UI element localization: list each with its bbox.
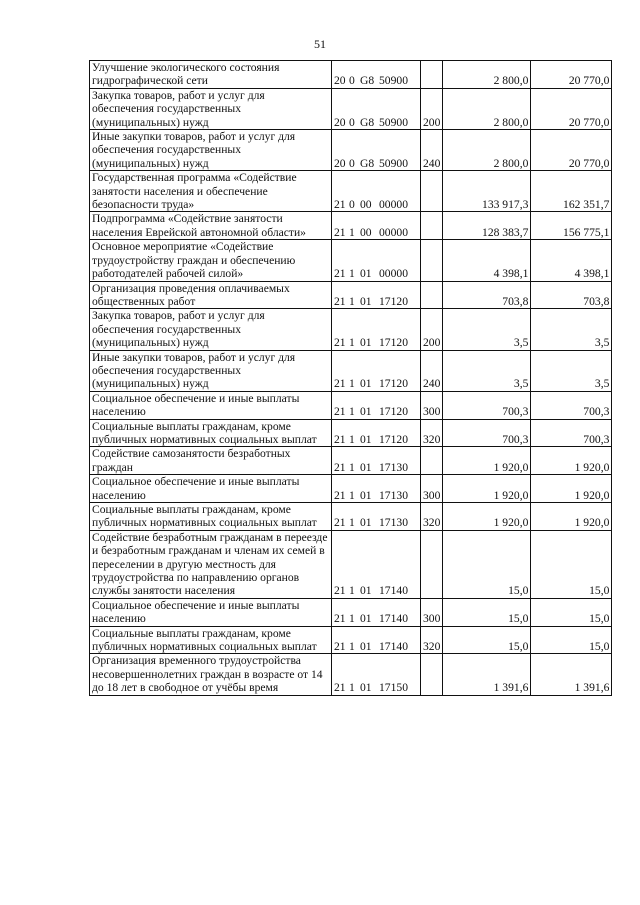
row-amount-1: 15,0	[443, 626, 531, 654]
row-amount-2: 15,0	[531, 598, 612, 626]
code-part: 0	[349, 198, 355, 212]
budget-table-body	[90, 61, 612, 696]
row-code	[332, 130, 421, 171]
row-name: Улучшение экологического состояния гидрографической сети	[90, 61, 332, 89]
row-name: Организация временного трудоустройства несовершеннолетних граждан в возрасте от 14 до 18 лет в свободное от учёбы время	[90, 654, 332, 695]
table-row	[90, 350, 612, 391]
row-name: Закупка товаров, работ и услуг для обеспечения государственных (муниципальных) нужд	[90, 88, 332, 129]
code-part: 17140	[379, 584, 408, 598]
code-part: 1	[349, 294, 355, 308]
row-code	[332, 598, 421, 626]
code-part: 1	[349, 377, 355, 391]
code-part: 00000	[379, 267, 408, 281]
row-amount-1: 15,0	[443, 598, 531, 626]
row-amount-1: 1 920,0	[443, 475, 531, 503]
row-name: Социальные выплаты гражданам, кроме публичных нормативных социальных выплат	[90, 503, 332, 531]
row-code	[332, 654, 421, 695]
row-amount-2: 20 770,0	[531, 61, 612, 89]
row-expense-type	[421, 447, 443, 475]
code-part: 01	[360, 432, 372, 446]
code-part: 17120	[379, 432, 408, 446]
row-code	[332, 503, 421, 531]
code-part: 1	[349, 460, 355, 474]
table-row	[90, 130, 612, 171]
row-name: Социальные выплаты гражданам, кроме публичных нормативных социальных выплат	[90, 626, 332, 654]
row-name: Основное мероприятие «Содействие трудоустройству граждан и обеспечению работодателей рабочей силой»	[90, 240, 332, 281]
code-part: 01	[360, 640, 372, 654]
row-amount-1: 700,3	[443, 419, 531, 447]
code-part: 21	[334, 488, 346, 502]
code-part: 17120	[379, 336, 408, 350]
table-row	[90, 530, 612, 598]
row-code	[332, 530, 421, 598]
row-expense-type: 320	[421, 419, 443, 447]
code-part: 17120	[379, 377, 408, 391]
code-part: 21	[334, 377, 346, 391]
row-name: Содействие безработным гражданам в переезде и безработным гражданам и членам их семей в переселении в другую местность для трудоустройства по направлению органов службы занятости населения	[90, 530, 332, 598]
table-row	[90, 171, 612, 212]
code-part: 1	[349, 584, 355, 598]
row-amount-2: 15,0	[531, 626, 612, 654]
table-row	[90, 503, 612, 531]
row-amount-1: 703,8	[443, 281, 531, 309]
row-amount-2: 156 775,1	[531, 212, 612, 240]
code-part: 21	[334, 267, 346, 281]
row-amount-1: 1 920,0	[443, 447, 531, 475]
row-name: Организация проведения оплачиваемых общественных работ	[90, 281, 332, 309]
code-part: 21	[334, 584, 346, 598]
row-expense-type: 300	[421, 475, 443, 503]
table-row	[90, 61, 612, 89]
code-part: 21	[334, 198, 346, 212]
code-part: 1	[349, 432, 355, 446]
row-amount-1: 2 800,0	[443, 130, 531, 171]
row-expense-type: 240	[421, 130, 443, 171]
code-part: 01	[360, 612, 372, 626]
row-code	[332, 475, 421, 503]
table-row	[90, 419, 612, 447]
row-name: Государственная программа «Содействие занятости населения и обеспечение безопасности труда»	[90, 171, 332, 212]
code-part: 21	[334, 681, 346, 695]
table-row	[90, 212, 612, 240]
row-amount-2: 162 351,7	[531, 171, 612, 212]
code-part: G8	[360, 156, 375, 170]
code-part: 21	[334, 405, 346, 419]
code-part: 17120	[379, 294, 408, 308]
table-row	[90, 447, 612, 475]
code-part: 50900	[379, 74, 408, 88]
row-code	[332, 212, 421, 240]
row-name: Подпрограмма «Содействие занятости населения Еврейской автономной области»	[90, 212, 332, 240]
row-amount-2: 1 920,0	[531, 447, 612, 475]
code-part: 21	[334, 225, 346, 239]
table-row	[90, 391, 612, 419]
row-amount-2: 3,5	[531, 350, 612, 391]
table-row	[90, 598, 612, 626]
table-row	[90, 281, 612, 309]
code-part: 1	[349, 336, 355, 350]
row-amount-2: 3,5	[531, 309, 612, 350]
code-part: 17130	[379, 460, 408, 474]
code-part: 17130	[379, 516, 408, 530]
row-expense-type: 200	[421, 309, 443, 350]
code-part: 21	[334, 612, 346, 626]
table-row	[90, 88, 612, 129]
code-part: 01	[360, 294, 372, 308]
row-amount-2: 703,8	[531, 281, 612, 309]
row-expense-type	[421, 61, 443, 89]
row-expense-type	[421, 240, 443, 281]
row-amount-1: 128 383,7	[443, 212, 531, 240]
row-amount-1: 1 391,6	[443, 654, 531, 695]
code-part: 1	[349, 225, 355, 239]
row-name: Содействие самозанятости безработных граждан	[90, 447, 332, 475]
budget-table	[89, 60, 612, 696]
table-row	[90, 626, 612, 654]
code-part: 20	[334, 115, 346, 129]
code-part: 1	[349, 516, 355, 530]
code-part: 20	[334, 74, 346, 88]
code-part: 01	[360, 267, 372, 281]
code-part: 20	[334, 156, 346, 170]
table-row	[90, 309, 612, 350]
row-expense-type	[421, 654, 443, 695]
row-amount-2: 1 391,6	[531, 654, 612, 695]
row-expense-type	[421, 212, 443, 240]
row-amount-2: 700,3	[531, 391, 612, 419]
row-expense-type: 320	[421, 503, 443, 531]
code-part: 21	[334, 294, 346, 308]
row-expense-type: 300	[421, 391, 443, 419]
row-amount-1: 4 398,1	[443, 240, 531, 281]
code-part: 21	[334, 336, 346, 350]
code-part: 0	[349, 74, 355, 88]
code-part: 17120	[379, 405, 408, 419]
code-part: 00	[360, 198, 372, 212]
row-code	[332, 419, 421, 447]
row-amount-2: 20 770,0	[531, 88, 612, 129]
row-name: Закупка товаров, работ и услуг для обеспечения государственных (муниципальных) нужд	[90, 309, 332, 350]
row-code	[332, 240, 421, 281]
row-amount-1: 1 920,0	[443, 503, 531, 531]
code-part: G8	[360, 74, 375, 88]
row-amount-2: 4 398,1	[531, 240, 612, 281]
row-amount-2: 1 920,0	[531, 503, 612, 531]
code-part: 21	[334, 432, 346, 446]
code-part: 21	[334, 640, 346, 654]
row-name: Социальные выплаты гражданам, кроме публичных нормативных социальных выплат	[90, 419, 332, 447]
code-part: 00000	[379, 198, 408, 212]
row-amount-2: 1 920,0	[531, 475, 612, 503]
row-expense-type	[421, 530, 443, 598]
code-part: G8	[360, 115, 375, 129]
table-row	[90, 240, 612, 281]
code-part: 00000	[379, 225, 408, 239]
code-part: 1	[349, 405, 355, 419]
row-code	[332, 447, 421, 475]
row-code	[332, 281, 421, 309]
table-row	[90, 475, 612, 503]
row-code	[332, 309, 421, 350]
code-part: 01	[360, 460, 372, 474]
row-name: Социальное обеспечение и иные выплаты населению	[90, 475, 332, 503]
code-part: 0	[349, 156, 355, 170]
code-part: 01	[360, 377, 372, 391]
row-amount-1: 133 917,3	[443, 171, 531, 212]
code-part: 50900	[379, 156, 408, 170]
code-part: 17140	[379, 612, 408, 626]
code-part: 21	[334, 460, 346, 474]
code-part: 01	[360, 516, 372, 530]
row-amount-2: 15,0	[531, 530, 612, 598]
row-expense-type: 200	[421, 88, 443, 129]
row-expense-type	[421, 281, 443, 309]
code-part: 01	[360, 584, 372, 598]
code-part: 01	[360, 336, 372, 350]
code-part: 17140	[379, 640, 408, 654]
row-code	[332, 350, 421, 391]
row-code	[332, 88, 421, 129]
code-part: 17130	[379, 488, 408, 502]
row-amount-1: 3,5	[443, 350, 531, 391]
row-amount-1: 15,0	[443, 530, 531, 598]
row-expense-type: 300	[421, 598, 443, 626]
code-part: 21	[334, 516, 346, 530]
row-name: Социальное обеспечение и иные выплаты населению	[90, 598, 332, 626]
table-row	[90, 654, 612, 695]
row-expense-type: 320	[421, 626, 443, 654]
row-amount-2: 700,3	[531, 419, 612, 447]
row-code	[332, 391, 421, 419]
code-part: 00	[360, 225, 372, 239]
row-code	[332, 171, 421, 212]
row-name: Иные закупки товаров, работ и услуг для обеспечения государственных (муниципальных) нужд	[90, 350, 332, 391]
code-part: 01	[360, 681, 372, 695]
code-part: 1	[349, 640, 355, 654]
code-part: 0	[349, 115, 355, 129]
row-code	[332, 626, 421, 654]
code-part: 1	[349, 488, 355, 502]
code-part: 1	[349, 612, 355, 626]
row-amount-1: 2 800,0	[443, 88, 531, 129]
row-amount-1: 3,5	[443, 309, 531, 350]
row-amount-1: 2 800,0	[443, 61, 531, 89]
row-code	[332, 61, 421, 89]
code-part: 01	[360, 488, 372, 502]
code-part: 01	[360, 405, 372, 419]
row-amount-2: 20 770,0	[531, 130, 612, 171]
code-part: 17150	[379, 681, 408, 695]
row-name: Иные закупки товаров, работ и услуг для обеспечения государственных (муниципальных) нужд	[90, 130, 332, 171]
code-part: 1	[349, 681, 355, 695]
row-name: Социальное обеспечение и иные выплаты населению	[90, 391, 332, 419]
row-expense-type	[421, 171, 443, 212]
row-expense-type: 240	[421, 350, 443, 391]
row-amount-1: 700,3	[443, 391, 531, 419]
page-number: 51	[314, 37, 326, 51]
code-part: 1	[349, 267, 355, 281]
code-part: 50900	[379, 115, 408, 129]
